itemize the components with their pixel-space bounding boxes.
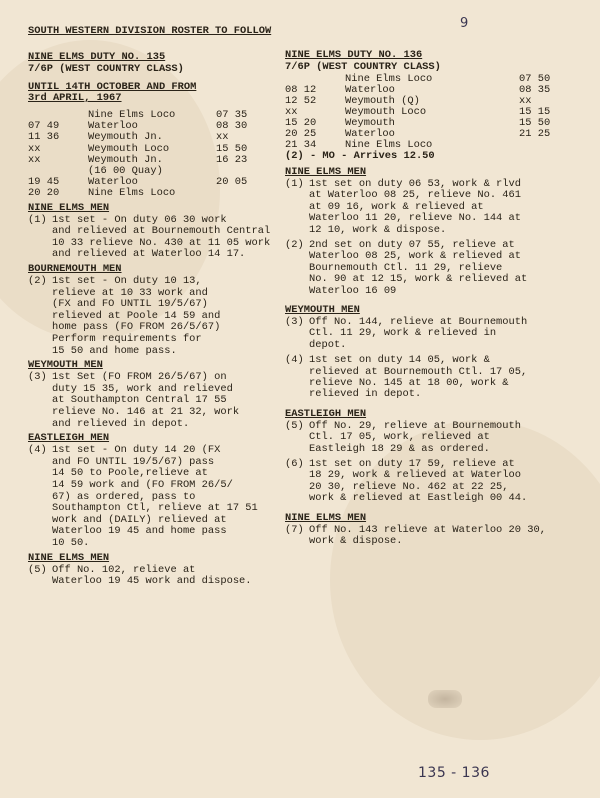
arrival-time: 12 52 bbox=[285, 95, 317, 107]
instruction-line: Waterloo 11 20, relieve No. 144 at bbox=[309, 212, 522, 225]
crew-section-heading: WEYMOUTH MEN bbox=[28, 359, 103, 372]
arrival-time: xx bbox=[28, 153, 41, 166]
duty-heading: NINE ELMS DUTY NO. 135 bbox=[28, 51, 166, 63]
instruction-line: No. 90 at 12 15, work & relieved at bbox=[309, 273, 528, 286]
punch-hole bbox=[428, 690, 462, 708]
instruction-line: depot. bbox=[309, 338, 347, 351]
instruction-line: and relieved in depot. bbox=[52, 417, 190, 430]
departure-time: 07 35 bbox=[216, 109, 248, 121]
instruction-line: 1st set - On duty 14 20 (FX bbox=[52, 444, 221, 457]
instruction-line: Off No. 29, relieve at Bournemouth bbox=[309, 419, 522, 432]
instruction-line: 15 50 and home pass. bbox=[52, 344, 177, 357]
arrival-time: 19 45 bbox=[28, 176, 60, 189]
instruction-line: and relieved at Waterloo 14 17. bbox=[52, 248, 246, 261]
instruction-line: 1st Set (FO FROM 26/5/67) on bbox=[52, 371, 227, 384]
instruction-line: 1st set on duty 14 05, work & bbox=[309, 354, 490, 367]
document-title: SOUTH WESTERN DIVISION ROSTER TO FOLLOW bbox=[28, 25, 272, 37]
instruction-line: home pass (FO FROM 26/5/67) bbox=[52, 321, 221, 334]
station-name: Nine Elms Loco bbox=[345, 73, 433, 85]
instruction-line: Southampton Ctl, relieve at 17 51 bbox=[52, 502, 258, 515]
station-name: Weymouth Loco bbox=[88, 142, 170, 155]
instruction-line: (FX and FO UNTIL 19/5/67) bbox=[52, 298, 208, 311]
crew-section-heading: WEYMOUTH MEN bbox=[285, 304, 360, 316]
crew-section-heading: NINE ELMS MEN bbox=[285, 511, 367, 524]
instruction-line: Ctl. 17 05, work, relieved at bbox=[309, 431, 490, 444]
instruction-line: Waterloo 19 45 work and dispose. bbox=[52, 575, 252, 588]
arrival-time: 15 20 bbox=[285, 117, 317, 129]
station-name: Weymouth Jn. bbox=[88, 131, 163, 144]
instruction-number: (7) bbox=[285, 523, 304, 536]
instruction-line: work and (DAILY) relieved at bbox=[52, 513, 227, 526]
instruction-line: 10 33 relieve No. 430 at 11 05 work bbox=[52, 236, 271, 249]
instruction-number: (6) bbox=[285, 458, 304, 470]
instruction-line: work & relieved at Eastleigh 00 44. bbox=[309, 492, 528, 505]
station-name: Weymouth Loco bbox=[345, 106, 427, 118]
station-name: Weymouth Jn. bbox=[88, 153, 163, 166]
instruction-number: (1) bbox=[285, 178, 304, 190]
arrival-time: 07 49 bbox=[28, 120, 60, 133]
arrival-time: 20 25 bbox=[285, 128, 317, 140]
instruction-line: at Waterloo 08 25, relieve No. 461 bbox=[309, 189, 522, 202]
instruction-line: Ctl. 11 29, work & relieved in bbox=[309, 327, 497, 340]
instruction-line: 2nd set on duty 07 55, relieve at bbox=[309, 239, 515, 251]
station-name: Weymouth bbox=[345, 117, 395, 129]
instruction-line: 1st set - On duty 10 13, bbox=[52, 275, 202, 287]
instruction-number: (5) bbox=[285, 419, 304, 432]
instruction-line: 20 30, relieve No. 462 at 22 25, bbox=[309, 480, 509, 493]
instruction-number: (4) bbox=[28, 444, 47, 457]
crew-section-heading: EASTLEIGH MEN bbox=[28, 432, 110, 445]
station-name: Nine Elms Loco bbox=[345, 139, 433, 151]
instruction-line: 12 10, work & dispose. bbox=[309, 223, 447, 236]
arrival-time: 08 12 bbox=[285, 84, 317, 96]
arrival-time: 21 34 bbox=[285, 139, 317, 151]
station-name: Nine Elms Loco bbox=[88, 187, 176, 200]
page-number: 9 bbox=[460, 16, 469, 31]
instruction-line: 1st set - On duty 06 30 work bbox=[52, 213, 227, 226]
instruction-line: 1st set on duty 17 59, relieve at bbox=[309, 458, 515, 470]
instruction-line: and relieved at Bournemouth Central bbox=[52, 225, 271, 238]
instruction-line: 14 59 work and (FO FROM 26/5/ bbox=[52, 479, 233, 491]
departure-time: 15 15 bbox=[519, 106, 551, 118]
instruction-number: (3) bbox=[28, 371, 47, 384]
station-name: Weymouth (Q) bbox=[345, 95, 420, 107]
validity-period: UNTIL 14TH OCTOBER AND FROM bbox=[28, 81, 197, 93]
departure-time: 20 05 bbox=[216, 176, 248, 189]
departure-time: 08 35 bbox=[519, 84, 551, 96]
station-name: Waterloo bbox=[88, 176, 138, 189]
departure-time: 21 25 bbox=[519, 128, 551, 140]
departure-time: 15 50 bbox=[216, 142, 248, 155]
instruction-line: Perform requirements for bbox=[52, 333, 202, 345]
instruction-line: Off No. 143 relieve at Waterloo 20 30, bbox=[309, 523, 546, 536]
instruction-line: Bournemouth Ctl. 11 29, relieve bbox=[309, 261, 503, 274]
instruction-number: (4) bbox=[285, 354, 304, 367]
station-name: (16 00 Quay) bbox=[88, 165, 163, 177]
validity-period: 3rd APRIL, 1967 bbox=[28, 92, 122, 104]
crew-section-heading: NINE ELMS MEN bbox=[28, 201, 110, 214]
locomotive-class: 7/6P (WEST COUNTRY CLASS) bbox=[285, 61, 441, 73]
instruction-line: relieve No. 146 at 21 32, work bbox=[52, 406, 240, 418]
instruction-number: (5) bbox=[28, 563, 47, 576]
instruction-line: relieved in depot. bbox=[309, 388, 422, 401]
instruction-line: relieve No. 145 at 18 00, work & bbox=[309, 377, 509, 389]
instruction-number: (2) bbox=[28, 275, 47, 287]
instruction-line: Eastleigh 18 29 & as ordered. bbox=[309, 442, 490, 455]
station-name: Waterloo bbox=[345, 84, 395, 96]
instruction-line: work & dispose. bbox=[309, 535, 403, 547]
instruction-line: relieve at 10 33 work and bbox=[52, 286, 208, 299]
arrival-time: xx bbox=[285, 106, 298, 118]
departure-time: 08 30 bbox=[216, 120, 248, 133]
instruction-line: Off No. 144, relieve at Bournemouth bbox=[309, 316, 528, 328]
instruction-line: 1st set on duty 06 53, work & rlvd bbox=[309, 178, 522, 190]
departure-time: 07 50 bbox=[519, 73, 551, 85]
instruction-line: 18 29, work & relieved at Waterloo bbox=[309, 469, 522, 482]
locomotive-class: 7/6P (WEST COUNTRY CLASS) bbox=[28, 63, 184, 75]
instruction-line: Waterloo 19 45 and home pass bbox=[52, 525, 227, 538]
instruction-line: at 09 16, work & relieved at bbox=[309, 200, 484, 213]
departure-time: xx bbox=[519, 95, 532, 107]
station-name: Waterloo bbox=[345, 128, 395, 140]
instruction-line: duty 15 35, work and relieved bbox=[52, 382, 233, 395]
duty-heading: NINE ELMS DUTY NO. 136 bbox=[285, 49, 423, 61]
running-note: (2) - MO - Arrives 12.50 bbox=[285, 150, 435, 162]
handwritten-page-range: 135 - 136 bbox=[418, 765, 490, 781]
instruction-number: (3) bbox=[285, 316, 304, 328]
station-name: Waterloo bbox=[88, 120, 138, 133]
instruction-line: and FO UNTIL 19/5/67) pass bbox=[52, 455, 215, 468]
station-name: Nine Elms Loco bbox=[88, 109, 176, 121]
instruction-line: 14 50 to Poole,relieve at bbox=[52, 467, 208, 480]
crew-section-heading: EASTLEIGH MEN bbox=[285, 407, 367, 420]
instruction-number: (1) bbox=[28, 213, 47, 226]
arrival-time: 20 20 bbox=[28, 187, 60, 200]
instruction-line: at Southampton Central 17 55 bbox=[52, 394, 227, 407]
departure-time: 16 23 bbox=[216, 153, 248, 166]
instruction-line: Waterloo 08 25, work & relieved at bbox=[309, 250, 522, 263]
instruction-line: 10 50. bbox=[52, 537, 90, 549]
arrival-time: xx bbox=[28, 142, 41, 155]
instruction-line: relieved at Bournemouth Ctl. 17 05, bbox=[309, 365, 528, 378]
instruction-line: 67) as ordered, pass to bbox=[52, 490, 196, 503]
instruction-line: Waterloo 16 09 bbox=[309, 284, 397, 297]
crew-section-heading: NINE ELMS MEN bbox=[285, 166, 367, 178]
departure-time: xx bbox=[216, 131, 229, 144]
instruction-number: (2) bbox=[285, 239, 304, 251]
instruction-line: Off No. 102, relieve at bbox=[52, 563, 196, 576]
arrival-time: 11 36 bbox=[28, 131, 60, 144]
departure-time: 15 50 bbox=[519, 117, 551, 129]
crew-section-heading: NINE ELMS MEN bbox=[28, 551, 110, 564]
crew-section-heading: BOURNEMOUTH MEN bbox=[28, 263, 122, 275]
instruction-line: relieved at Poole 14 59 and bbox=[52, 309, 221, 322]
